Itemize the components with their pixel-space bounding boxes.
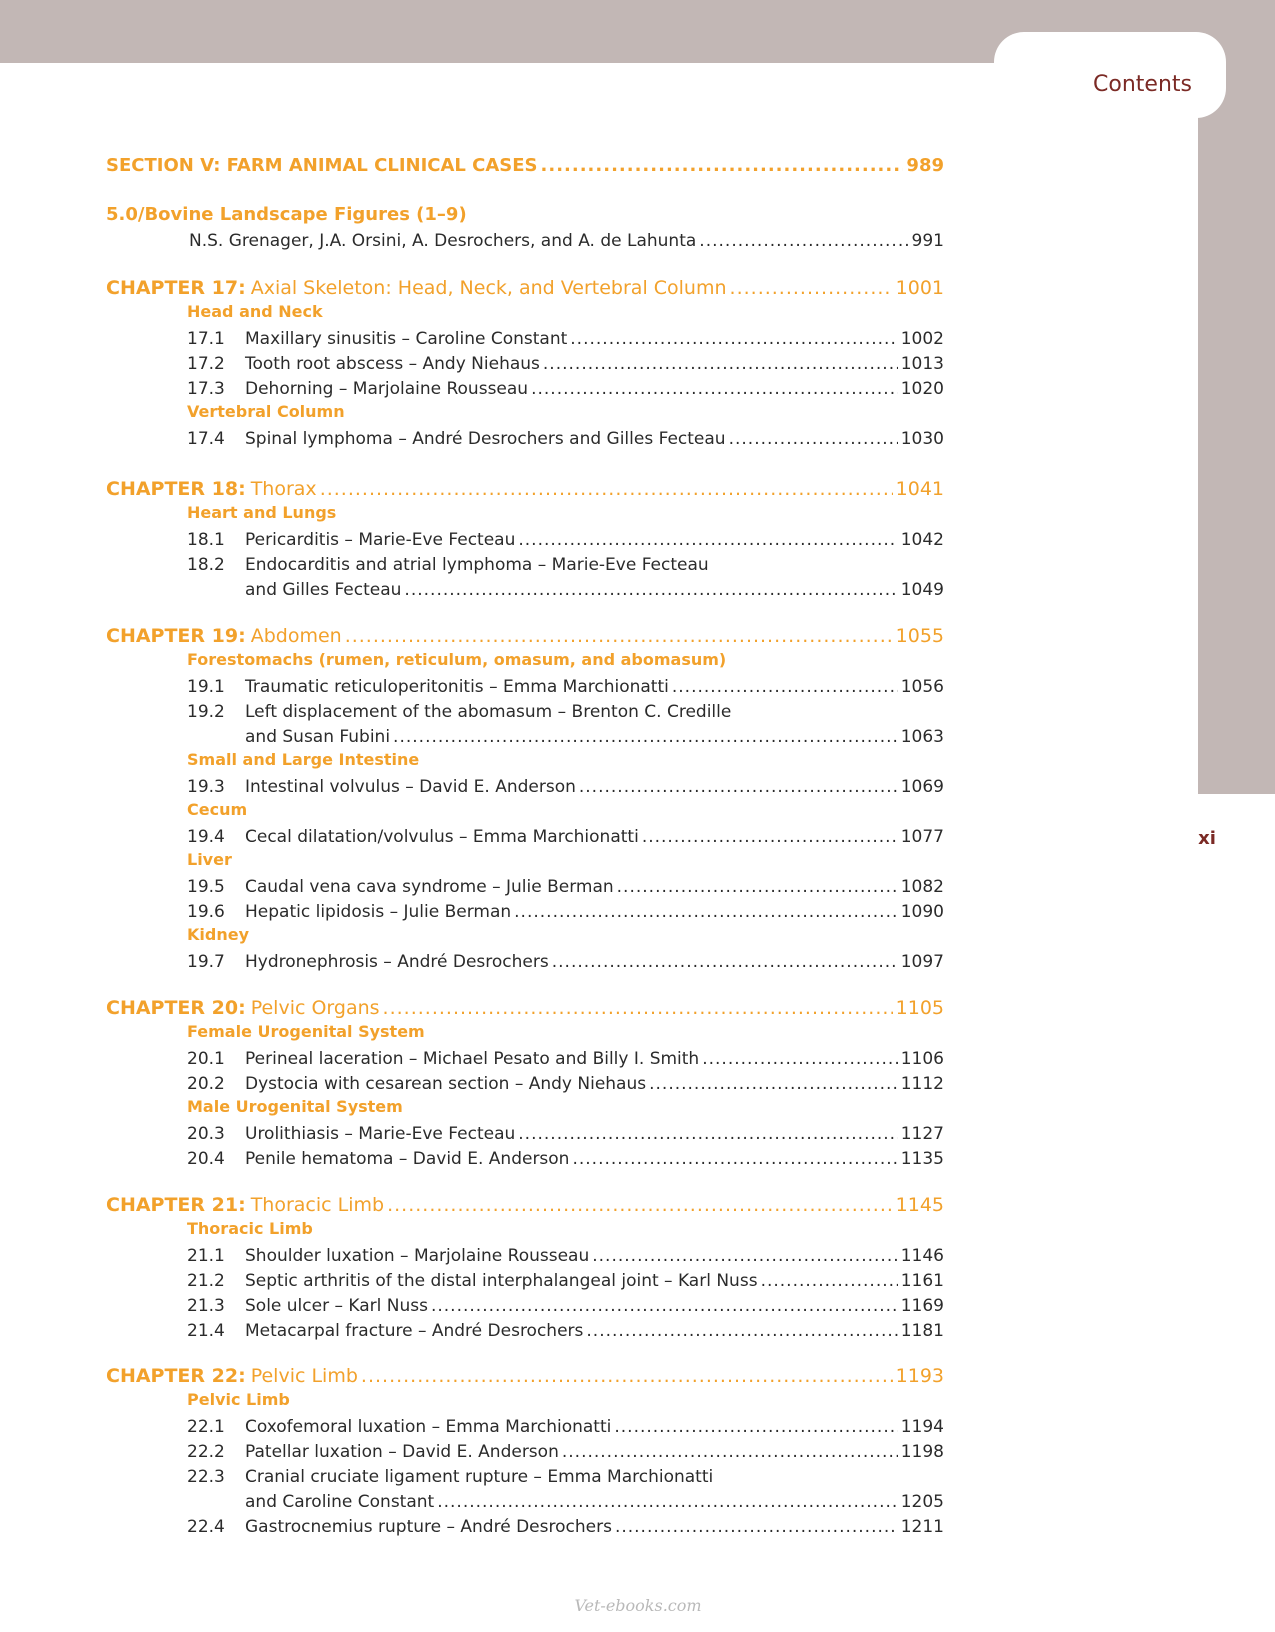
subheading: Vertebral Column	[187, 402, 345, 421]
toc-entry[interactable]	[187, 1071, 944, 1095]
subheading: Forestomachs (rumen, reticulum, omasum, and abomasum)	[187, 650, 727, 669]
toc-entry[interactable]	[187, 376, 944, 400]
toc-chapter-20[interactable]	[106, 995, 944, 1019]
entry-page: 1181	[900, 1321, 944, 1341]
leader-dots	[614, 1416, 897, 1438]
leader-dots	[615, 1516, 898, 1538]
toc-section[interactable]	[106, 153, 944, 177]
leader-dots	[642, 826, 898, 848]
entry-title: Dystocia with cesarean section – Andy Niehaus	[245, 1074, 647, 1094]
entry-page: 1013	[900, 354, 944, 374]
entry-title: Spinal lymphoma – André Desrochers and Gilles Fecteau	[245, 429, 726, 449]
chapter-title: Pelvic Limb	[250, 1365, 358, 1387]
entry-number: 22.3	[187, 1467, 225, 1487]
leader-dots	[729, 428, 898, 450]
side-tab-band	[1198, 60, 1275, 794]
landscape-title[interactable]: 5.0/Bovine Landscape Figures (1–9)	[106, 204, 467, 225]
entry-number: 17.1	[187, 329, 225, 349]
page-number: xi	[1198, 828, 1216, 849]
entry-title: Septic arthritis of the distal interphalangeal joint – Karl Nuss	[245, 1271, 758, 1291]
toc-entry[interactable]	[187, 824, 944, 848]
subheading: Heart and Lungs	[187, 503, 337, 522]
leader-dots	[586, 1320, 897, 1342]
landscape-authors: N.S. Grenager, J.A. Orsini, A. Desrochers, and A. de Lahunta	[189, 231, 697, 251]
entry-page: 1169	[900, 1296, 944, 1316]
toc-entry[interactable]	[187, 326, 944, 350]
toc-entry[interactable]	[187, 674, 944, 698]
entry-page: 1020	[900, 379, 944, 399]
leader-dots	[579, 776, 898, 798]
leader-dots	[672, 676, 898, 698]
leader-dots	[387, 1194, 893, 1216]
entry-page: 1194	[900, 1417, 944, 1437]
entry-number: 20.2	[187, 1074, 225, 1094]
entry-number: 21.1	[187, 1246, 225, 1266]
toc-entry[interactable]	[187, 1121, 944, 1145]
entry-number: 22.2	[187, 1442, 225, 1462]
entry-title: Cranial cruciate ligament rupture – Emma Marchionatti	[245, 1467, 714, 1487]
chapter-page: 1145	[895, 1194, 944, 1216]
chapter-title: Axial Skeleton: Head, Neck, and Vertebral Column	[250, 277, 727, 299]
toc-entry[interactable]	[187, 1268, 944, 1292]
toc-chapter-18[interactable]	[106, 476, 944, 500]
toc-entry[interactable]	[187, 1464, 713, 1488]
subheading: Thoracic Limb	[187, 1219, 313, 1238]
entry-title-continued: and Caroline Constant	[245, 1492, 435, 1512]
entry-number: 22.4	[187, 1517, 225, 1537]
entry-title: Sole ulcer – Karl Nuss	[245, 1296, 428, 1316]
subheading: Kidney	[187, 925, 250, 944]
entry-page: 1063	[900, 727, 944, 747]
entry-title: Intestinal volvulus – David E. Anderson	[245, 777, 576, 797]
toc-chapter-17[interactable]	[106, 275, 944, 299]
chapter-page: 1193	[895, 1365, 944, 1387]
leader-dots	[543, 353, 898, 375]
entry-number: 19.2	[187, 702, 225, 722]
toc-entry[interactable]	[187, 351, 944, 375]
toc-entry[interactable]	[187, 1414, 944, 1438]
entry-number: 19.5	[187, 877, 225, 897]
toc-entry[interactable]	[187, 552, 709, 576]
entry-page: 1097	[900, 952, 944, 972]
leader-dots	[437, 1491, 898, 1513]
entry-page: 1069	[900, 777, 944, 797]
entry-title: Gastrocnemius rupture – André Desrochers	[245, 1517, 612, 1537]
entry-page: 1112	[900, 1074, 944, 1094]
entry-title-continued: and Susan Fubini	[245, 727, 391, 747]
entry-title: Urolithiasis – Marie-Eve Fecteau	[245, 1124, 516, 1144]
leader-dots	[431, 1295, 898, 1317]
toc-entry[interactable]	[187, 874, 944, 898]
entry-number: 20.4	[187, 1149, 225, 1169]
entry-title: Endocarditis and atrial lymphoma – Marie-Eve Fecteau	[245, 555, 709, 575]
leader-dots	[361, 1365, 893, 1387]
leader-dots	[320, 478, 893, 500]
entry-page: 1198	[900, 1442, 944, 1462]
toc-entry[interactable]	[187, 1514, 944, 1538]
entry-title: Hepatic lipidosis – Julie Berman	[245, 902, 512, 922]
entry-page: 1211	[900, 1517, 944, 1537]
leader-dots	[761, 1270, 898, 1292]
entry-title: Shoulder luxation – Marjolaine Rousseau	[245, 1246, 590, 1266]
entry-page: 1127	[900, 1124, 944, 1144]
running-header: Contents	[1093, 72, 1192, 97]
entry-page: 1082	[900, 877, 944, 897]
entry-title: Penile hematoma – David E. Anderson	[245, 1149, 570, 1169]
leader-dots	[514, 901, 898, 923]
entry-number: 20.3	[187, 1124, 225, 1144]
entry-title: Dehorning – Marjolaine Rousseau	[245, 379, 529, 399]
leader-dots	[541, 155, 904, 177]
chapter-title: Pelvic Organs	[250, 997, 380, 1019]
leader-dots	[570, 328, 897, 350]
leader-dots	[383, 997, 893, 1019]
entry-number: 20.1	[187, 1049, 225, 1069]
chapter-label: CHAPTER 19:	[106, 625, 246, 647]
entry-title: Caudal vena cava syndrome – Julie Berman	[245, 877, 614, 897]
entry-title: Perineal laceration – Michael Pesato and Billy I. Smith	[245, 1049, 700, 1069]
toc-chapter-22[interactable]	[106, 1363, 944, 1387]
entry-number: 18.2	[187, 555, 225, 575]
entry-number: 18.1	[187, 530, 225, 550]
chapter-page: 1041	[895, 478, 944, 500]
toc-chapter-21[interactable]	[106, 1192, 944, 1216]
chapter-label: CHAPTER 21:	[106, 1194, 246, 1216]
toc-entry[interactable]	[187, 774, 944, 798]
toc-entry[interactable]	[187, 527, 944, 551]
chapter-title: Thorax	[250, 478, 317, 500]
leader-dots	[699, 230, 908, 252]
entry-title: Left displacement of the abomasum – Brenton C. Credille	[245, 702, 732, 722]
toc-entry[interactable]	[187, 899, 944, 923]
entry-number: 21.2	[187, 1271, 225, 1291]
entry-page: 1042	[900, 530, 944, 550]
entry-number: 19.7	[187, 952, 225, 972]
toc-entry[interactable]	[187, 1439, 944, 1463]
entry-number: 17.3	[187, 379, 225, 399]
toc-entry[interactable]	[187, 1046, 944, 1070]
chapter-label: CHAPTER 17:	[106, 277, 246, 299]
toc-entry[interactable]	[187, 1243, 944, 1267]
chapter-page: 1105	[895, 997, 944, 1019]
chapter-label: CHAPTER 22:	[106, 1365, 246, 1387]
entry-page: 1090	[900, 902, 944, 922]
leader-dots	[345, 625, 893, 647]
subheading: Male Urogenital System	[187, 1097, 403, 1116]
entry-number: 21.3	[187, 1296, 225, 1316]
subheading: Pelvic Limb	[187, 1390, 290, 1409]
landscape-authors-line[interactable]	[189, 228, 944, 252]
entry-number: 21.4	[187, 1321, 225, 1341]
toc-entry[interactable]	[187, 1146, 944, 1170]
leader-dots	[518, 1123, 897, 1145]
entry-page: 1002	[900, 329, 944, 349]
entry-title: Traumatic reticuloperitonitis – Emma Marchionatti	[245, 677, 669, 697]
entry-page: 1146	[900, 1246, 944, 1266]
section-page: 989	[906, 155, 944, 176]
subheading: Female Urogenital System	[187, 1022, 425, 1041]
chapter-title: Abdomen	[250, 625, 342, 647]
toc-entry[interactable]	[187, 1293, 944, 1317]
chapter-label: CHAPTER 18:	[106, 478, 246, 500]
leader-dots	[393, 726, 898, 748]
chapter-page: 1001	[895, 277, 944, 299]
leader-dots	[592, 1245, 897, 1267]
subheading: Liver	[187, 850, 232, 869]
chapter-page: 1055	[895, 625, 944, 647]
entry-page: 1106	[900, 1049, 944, 1069]
toc-chapter-19[interactable]	[106, 623, 944, 647]
chapter-label: CHAPTER 20:	[106, 997, 246, 1019]
watermark-logo: Vet-ebooks.com	[574, 1596, 702, 1615]
entry-title: Patellar luxation – David E. Anderson	[245, 1442, 559, 1462]
entry-title: Metacarpal fracture – André Desrochers	[245, 1321, 584, 1341]
entry-number: 19.3	[187, 777, 225, 797]
entry-title: Hydronephrosis – André Desrochers	[245, 952, 549, 972]
leader-dots	[617, 876, 898, 898]
toc-entry-continuation[interactable]	[245, 577, 944, 601]
entry-page: 1056	[900, 677, 944, 697]
subheading: Small and Large Intestine	[187, 750, 420, 769]
entry-number: 17.4	[187, 429, 225, 449]
entry-number: 19.6	[187, 902, 225, 922]
entry-title: Pericarditis – Marie-Eve Fecteau	[245, 530, 516, 550]
leader-dots	[518, 529, 897, 551]
entry-number: 19.4	[187, 827, 225, 847]
leader-dots	[649, 1073, 898, 1095]
entry-page: 1030	[900, 429, 944, 449]
entry-title: Maxillary sinusitis – Caroline Constant	[245, 329, 568, 349]
chapter-title: Thoracic Limb	[250, 1194, 385, 1216]
entry-page: 1049	[900, 580, 944, 600]
leader-dots	[404, 579, 897, 601]
entry-page: 1135	[900, 1149, 944, 1169]
leader-dots	[572, 1148, 897, 1170]
subheading: Head and Neck	[187, 302, 323, 321]
entry-number: 19.1	[187, 677, 225, 697]
section-label: SECTION V: FARM ANIMAL CLINICAL CASES	[106, 155, 538, 176]
subheading: Cecum	[187, 800, 248, 819]
toc-entry[interactable]	[187, 949, 944, 973]
toc-entry[interactable]	[187, 1318, 944, 1342]
entry-page: 1161	[900, 1271, 944, 1291]
entry-page: 1077	[900, 827, 944, 847]
entry-page: 1205	[900, 1492, 944, 1512]
leader-dots	[730, 277, 893, 299]
landscape-page: 991	[911, 231, 944, 251]
leader-dots	[562, 1441, 898, 1463]
entry-title: Cecal dilatation/volvulus – Emma Marchionatti	[245, 827, 639, 847]
leader-dots	[702, 1048, 898, 1070]
entry-title: Coxofemoral luxation – Emma Marchionatti	[245, 1417, 612, 1437]
entry-number: 17.2	[187, 354, 225, 374]
toc-entry-continuation[interactable]	[245, 1489, 944, 1513]
entry-title-continued: and Gilles Fecteau	[245, 580, 402, 600]
entry-title: Tooth root abscess – Andy Niehaus	[245, 354, 540, 374]
toc-entry[interactable]	[187, 426, 944, 450]
toc-entry[interactable]	[187, 699, 731, 723]
entry-number: 22.1	[187, 1417, 225, 1437]
leader-dots	[552, 951, 898, 973]
toc-entry-continuation[interactable]	[245, 724, 944, 748]
leader-dots	[531, 378, 898, 400]
